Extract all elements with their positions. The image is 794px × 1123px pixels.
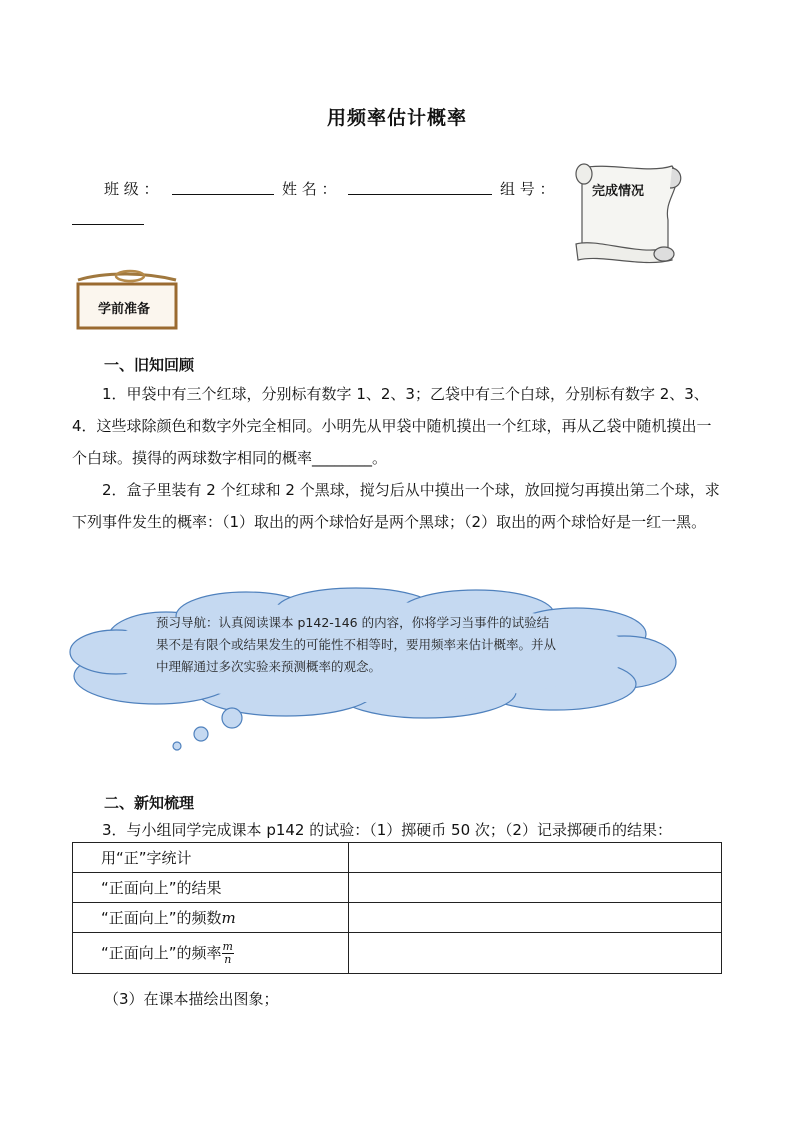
group-label: 组 号 ：: [500, 180, 555, 198]
table-row: [73, 843, 722, 873]
table-cell-frequency-rate[interactable]: [349, 933, 722, 974]
fraction-numerator: m: [222, 939, 233, 953]
fraction-denominator: n: [224, 952, 232, 966]
row-label-frequency-rate: [73, 933, 349, 974]
question-1-end: 。: [372, 449, 388, 467]
table-cell-tally[interactable]: [349, 843, 722, 873]
prep-label: 学前准备: [98, 302, 151, 317]
question-1: [72, 378, 724, 474]
question-3-part-3: （3）在课本描绘出图象；: [104, 990, 279, 1008]
name-blank[interactable]: [348, 194, 492, 195]
question-2: 2．盒子里装有 2 个红球和 2 个黑球，搅匀后从中摸出一个球，放回搅匀再摸出第二个球，求下列事件发生的概率：（1）取出的两个球恰好是两个黑球；（2）取出的两个球恰好是一红一黑。: [72, 481, 720, 531]
group-blank[interactable]: [72, 224, 144, 225]
completion-scroll: [568, 160, 688, 270]
frequency-count-text: “正面向上”的频数: [101, 909, 222, 927]
frequency-rate-text: “正面向上”的频率: [101, 943, 222, 962]
coin-toss-table: [72, 842, 722, 974]
table-cell-frequency-count[interactable]: [349, 903, 722, 933]
section1-heading: 一、旧知回顾: [104, 356, 195, 374]
row-label-frequency-count: [73, 903, 349, 933]
section2-heading: 二、新知梳理: [104, 794, 195, 812]
table-row: [73, 933, 722, 974]
page-title: 用频率估计概率: [326, 107, 467, 129]
table-cell-result[interactable]: [349, 873, 722, 903]
row-label-tally: 用“正”字统计: [73, 843, 349, 873]
frequency-fraction: [222, 941, 234, 966]
question-1-blank[interactable]: ________: [312, 449, 373, 467]
prep-sign: [74, 268, 182, 330]
row-label-result: “正面向上”的结果: [73, 873, 349, 903]
completion-label: 完成情况: [592, 184, 645, 199]
class-blank[interactable]: [172, 194, 274, 195]
name-label: 姓 名 ：: [282, 180, 337, 198]
frequency-count-var: m: [221, 909, 236, 927]
class-label: 班 级 ：: [104, 180, 159, 198]
table-row: [73, 903, 722, 933]
question-3: 3．与小组同学完成课本 p142 的试验：（1）掷硬币 50 次；（2）记录掷硬币的结果：: [102, 821, 672, 839]
table-row: [73, 873, 722, 903]
question-1-text: 1．甲袋中有三个红球，分别标有数字 1、2、3；乙袋中有三个白球，分别标有数字 2、3、4．这些球除颜色和数字外完全相同。小明先从甲袋中随机摸出一个红球，再从乙袋中随机摸出一个白球。摸得的两球数字相同的概率: [72, 385, 712, 467]
preview-guide-text: 预习导航：认真阅读课本 p142-146 的内容，你将学习当事件的试验结果不是有限个或结果发生的可能性不相等时，要用频率来估计概率。并从中理解通过多次实验来预测概率的观念。: [156, 615, 557, 674]
